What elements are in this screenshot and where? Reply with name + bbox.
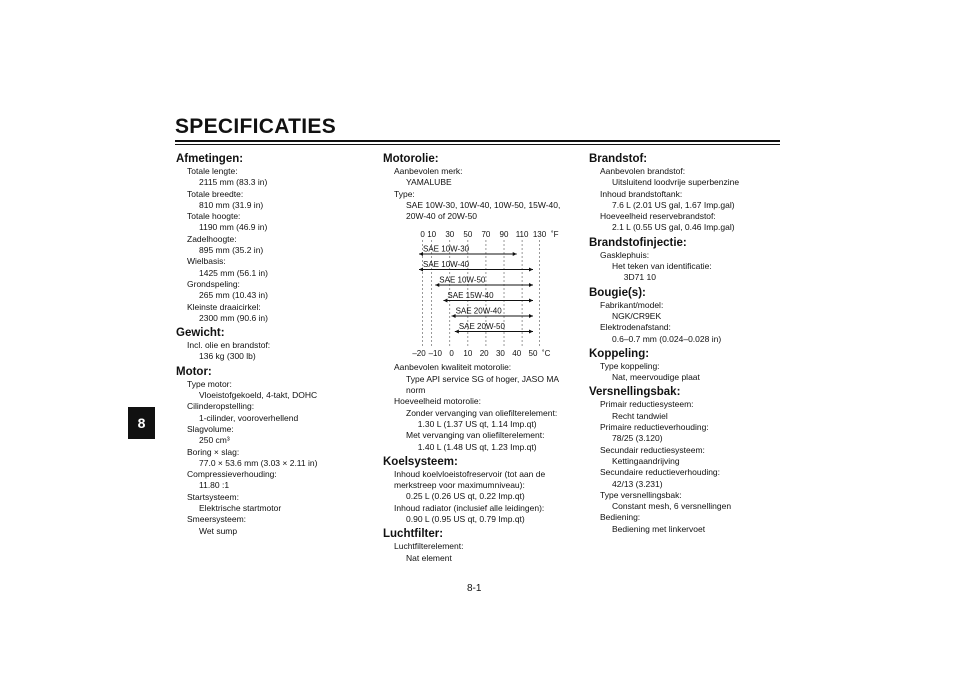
arrowhead: [529, 283, 533, 287]
spec-value: 1190 mm (46.9 in): [199, 222, 268, 233]
spec-value: 1-cilinder, vooroverhellend: [199, 412, 299, 423]
spec-label: Gasklephuis:: [600, 249, 650, 260]
spec-label: Type koppeling:: [600, 360, 660, 371]
spec-label: Totale breedte:: [187, 188, 244, 199]
spec-label: Inhoud radiator (inclusief alle leidingen):: [394, 502, 545, 513]
spec-label: Startsysteem:: [187, 491, 239, 502]
spec-label: Kleinste draaicirkel:: [187, 301, 261, 312]
spec-value: Type API service SG of hoger, JASO MA norm: [406, 373, 559, 396]
spec-value: Zonder vervanging van oliefilterelement:: [406, 407, 558, 418]
spec-value: SAE 10W-30, 10W-40, 10W-50, 15W-40, 20W-40 of 20W-50: [406, 199, 561, 222]
spec-label: Fabrikant/model:: [600, 299, 664, 310]
spec-value: Bediening met linkervoet: [612, 523, 706, 534]
spec-column-3: [589, 152, 784, 535]
spec-label: Bediening:: [600, 512, 641, 523]
spec-column-1: [176, 152, 361, 537]
spec-label: Zadelhoogte:: [187, 233, 237, 244]
section-heading: Brandstof:: [589, 153, 648, 165]
page-title: SPECIFICATIES: [175, 115, 337, 138]
spec-value: Het teken van identificatie:: [612, 261, 712, 272]
spec-value: 11.80 :1: [199, 480, 230, 491]
section-heading: Luchtfilter:: [383, 528, 444, 541]
bottom-axis-unit: ˚C: [542, 349, 551, 359]
section-heading: Koelsysteem:: [383, 455, 458, 468]
top-axis-unit: ˚F: [551, 230, 559, 240]
grade-label: SAE 20W-50: [458, 322, 505, 332]
spec-value: 2115 mm (83.3 in): [199, 177, 268, 188]
section-heading: Afmetingen:: [176, 153, 244, 165]
spec-label: Type:: [394, 188, 415, 199]
spec-label: Compressieverhouding:: [187, 469, 277, 480]
spec-label: Hoeveelheid motorolie:: [394, 396, 481, 407]
top-tick-label: 110: [515, 230, 529, 240]
spec-value: 77.0 × 53.6 mm (3.03 × 2.11 in): [199, 457, 318, 468]
oil-viscosity-chart: [401, 228, 566, 358]
spec-value: 0.6–0.7 mm (0.024–0.028 in): [612, 333, 722, 344]
arrowhead: [529, 330, 533, 334]
spec-value: 136 kg (300 lb): [199, 351, 256, 362]
section-heading: Brandstofinjectie:: [589, 236, 687, 249]
oil-viscosity-chart-svg: [401, 228, 566, 358]
spec-value: Nat, meervoudige plaat: [612, 372, 700, 383]
spec-value: Wet sump: [199, 525, 238, 536]
spec-value: 1.30 L (1.37 US qt, 1.14 Imp.qt): [406, 418, 537, 429]
bottom-tick-label: 50: [528, 349, 538, 359]
spec-value: 2300 mm (90.6 in): [199, 312, 268, 323]
bottom-tick-label: 0: [449, 349, 454, 359]
spec-value: 1.40 L (1.48 US qt, 1.23 Imp.qt): [406, 441, 537, 452]
spec-label: Elektrodenafstand:: [600, 322, 671, 333]
section-heading: Motor:: [176, 365, 212, 378]
top-tick-label: 10: [427, 230, 437, 240]
chapter-tab: 8: [128, 407, 155, 439]
section-heading: Gewicht:: [176, 327, 225, 340]
top-tick-label: 70: [481, 230, 491, 240]
arrowhead: [513, 252, 517, 256]
page-number: 8-1: [467, 583, 482, 594]
spec-label: Boring × slag:: [187, 446, 240, 457]
top-tick-label: 50: [463, 230, 473, 240]
spec-label: Wielbasis:: [187, 256, 226, 267]
spec-value: Kettingaandrijving: [612, 455, 680, 466]
spec-value: Constant mesh, 6 versnellingen: [612, 501, 732, 512]
grade-label: SAE 15W-40: [447, 291, 494, 301]
spec-label: Grondspeling:: [187, 278, 240, 289]
bottom-tick-label: 30: [495, 349, 505, 359]
spec-value: 1425 mm (56.1 in): [199, 267, 268, 278]
spec-label: Type versnellingsbak:: [600, 489, 682, 500]
spec-label: Inhoud koelvloeistofreservoir (tot aan de merkstreep voor maximumniveau):: [394, 468, 546, 491]
section-heading: Motorolie:: [383, 153, 439, 165]
spec-value: 7.6 L (2.01 US gal, 1.67 Imp.gal): [612, 199, 735, 210]
spec-value: Nat element: [406, 552, 452, 563]
grade-label: SAE 10W-30: [423, 244, 470, 254]
spec-value: 3D71 10: [612, 272, 656, 283]
spec-label: Secundair reductiesysteem:: [600, 444, 705, 455]
bottom-tick-label: 20: [479, 349, 489, 359]
spec-value: NGK/CR9EK: [612, 310, 662, 321]
spec-value: Uitsluitend loodvrije superbenzine: [612, 177, 740, 188]
grade-label: SAE 10W-50: [439, 275, 486, 285]
spec-value: 810 mm (31.9 in): [199, 199, 264, 210]
arrowhead: [529, 299, 533, 303]
section-heading: Koppeling:: [589, 347, 650, 360]
oil-spec-top: [383, 152, 578, 222]
grade-label: SAE 20W-40: [455, 306, 502, 316]
spec-label: Secundaire reductieverhouding:: [600, 467, 721, 478]
spec-value: 265 mm (10.43 in): [199, 290, 268, 301]
spec-column-2: [383, 152, 578, 564]
bottom-tick-label: 40: [512, 349, 522, 359]
spec-label: Aanbevolen merk:: [394, 166, 463, 176]
spec-label: Totale lengte:: [187, 166, 238, 176]
spec-value: 895 mm (35.2 in): [199, 245, 264, 256]
spec-label: Totale hoogte:: [187, 211, 241, 222]
spec-label: Aanbevolen brandstof:: [600, 166, 686, 176]
bottom-tick-label: –20: [412, 349, 426, 359]
spec-value: 0.25 L (0.26 US qt, 0.22 Imp.qt): [406, 491, 525, 502]
top-tick-label: 0: [420, 230, 425, 240]
spec-value: 0.90 L (0.95 US qt, 0.79 Imp.qt): [406, 514, 525, 525]
spec-label: Luchtfilterelement:: [394, 541, 464, 552]
spec-label: Type motor:: [187, 378, 232, 389]
spec-value: Elektrische startmotor: [199, 503, 282, 514]
spec-value: Recht tandwiel: [612, 410, 668, 421]
spec-label: Hoeveelheid reservebrandstof:: [600, 211, 716, 222]
bottom-tick-label: 10: [463, 349, 473, 359]
spec-label: Primaire reductieverhouding:: [600, 422, 709, 433]
spec-value: Vloeistofgekoeld, 4-takt, DOHC: [199, 390, 318, 401]
spec-value: 250 cm³: [199, 435, 230, 446]
spec-label: Aanbevolen kwaliteit motorolie:: [394, 362, 512, 373]
title-rule: [175, 140, 780, 142]
spec-value: 2.1 L (0.55 US gal, 0.46 Imp.gal): [612, 222, 735, 233]
arrowhead: [529, 314, 533, 318]
section-heading: Versnellingsbak:: [589, 386, 681, 399]
top-tick-label: 130: [532, 230, 547, 240]
top-tick-label: 30: [445, 230, 455, 240]
bottom-tick-label: –10: [428, 349, 442, 359]
arrowhead: [529, 268, 533, 272]
spec-value: Met vervanging van oliefilterelement:: [406, 430, 545, 441]
spec-label: Inhoud brandstoftank:: [600, 188, 683, 199]
spec-value: 42/13 (3.231): [612, 478, 663, 489]
top-tick-label: 90: [499, 230, 509, 240]
spec-value: YAMALUBE: [406, 177, 452, 188]
spec-label: Primair reductiesysteem:: [600, 399, 694, 410]
spec-value: 78/25 (3.120): [612, 433, 663, 444]
oil-spec-bottom: [383, 362, 578, 563]
title-rule-thin: [175, 144, 780, 145]
section-heading: Bougie(s):: [589, 286, 646, 299]
spec-label: Cilinderopstelling:: [187, 401, 255, 412]
spec-label: Incl. olie en brandstof:: [187, 340, 271, 351]
grade-label: SAE 10W-40: [423, 260, 470, 270]
spec-label: Smeersysteem:: [187, 514, 247, 525]
spec-label: Slagvolume:: [187, 423, 234, 434]
